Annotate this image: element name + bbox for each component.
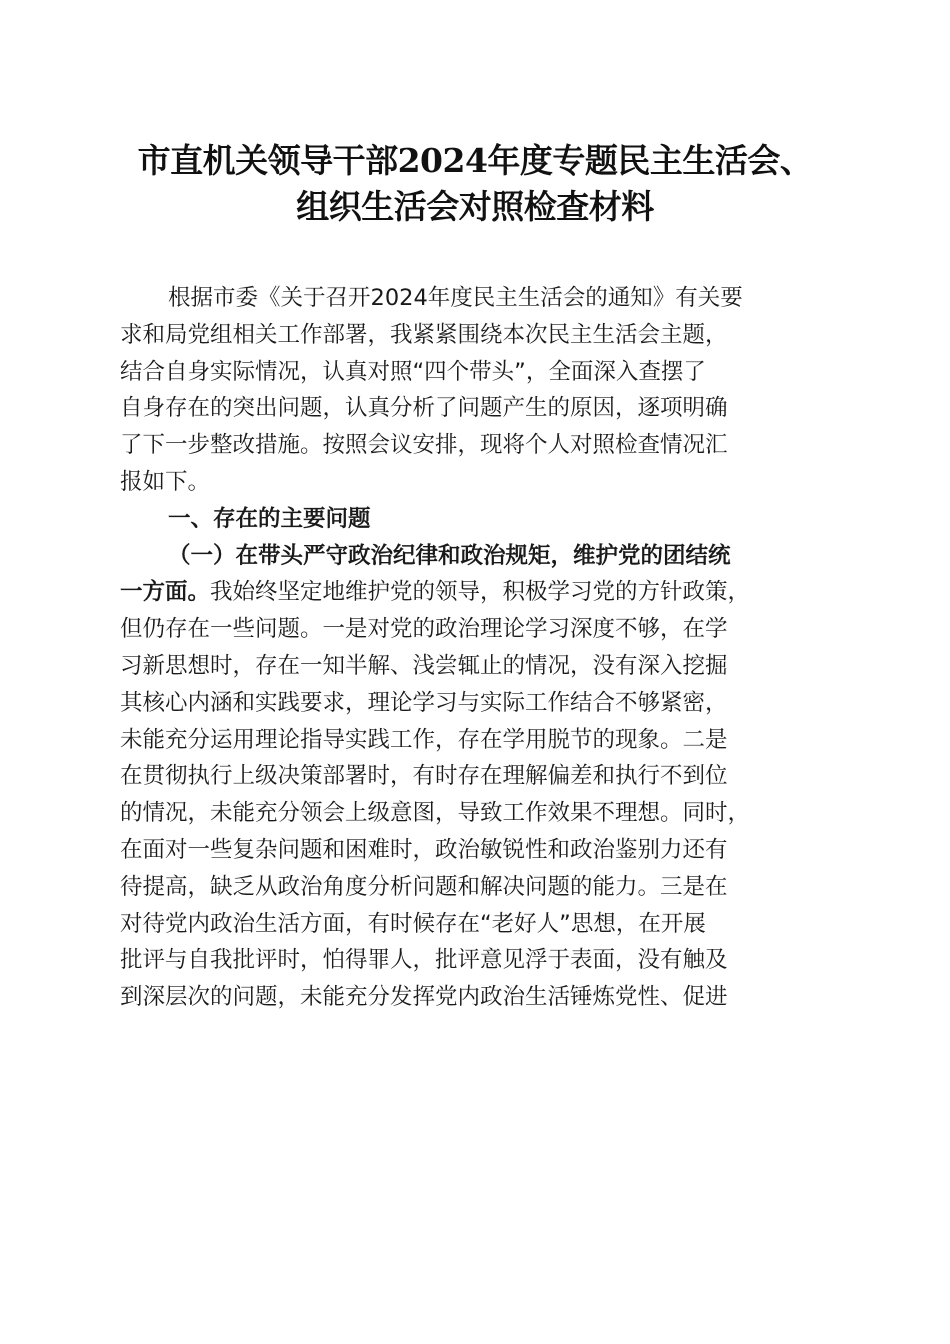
paragraph-line: 自身存在的突出问题，认真分析了问题产生的原因，逐项明确 bbox=[120, 395, 728, 422]
paragraph-text: 我始终坚定地维护党的领导，积极学习党的方针政策， bbox=[210, 579, 751, 606]
subsection-heading: （一）在带头严守政治纪律和政治规矩，维护党的团结统 bbox=[168, 542, 731, 569]
paragraph-line: 结合自身实际情况，认真对照“四个带头”，全面深入查摆了 bbox=[120, 358, 706, 385]
paragraph-line: 报如下。 bbox=[120, 468, 211, 495]
paragraph-line: 其核心内涵和实践要求，理论学习与实际工作结合不够紧密， bbox=[120, 689, 728, 716]
section-heading: 一、存在的主要问题 bbox=[168, 505, 371, 532]
paragraph-line: 对待党内政治生活方面，有时候存在“老好人”思想，在开展 bbox=[120, 910, 706, 937]
paragraph-line: 但仍存在一些问题。一是对党的政治理论学习深度不够，在学 bbox=[120, 616, 728, 643]
paragraph-line: 习新思想时，存在一知半解、浅尝辄止的情况，没有深入挖掘 bbox=[120, 652, 728, 679]
paragraph-line: 了下一步整改措施。按照会议安排，现将个人对照检查情况汇 bbox=[120, 432, 728, 459]
paragraph-line: 批评与自我批评时，怕得罪人，批评意见浮于表面，没有触及 bbox=[120, 947, 728, 974]
paragraph-line: 求和局党组相关工作部署，我紧紧围绕本次民主生活会主题， bbox=[120, 321, 728, 348]
document-body bbox=[120, 280, 832, 1016]
subsection-heading-end: 一方面。 bbox=[120, 579, 211, 606]
paragraph-line: 在贯彻执行上级决策部署时，有时存在理解偏差和执行不到位 bbox=[120, 763, 728, 790]
paragraph-line: 未能充分运用理论指导实践工作，存在学用脱节的现象。二是 bbox=[120, 726, 728, 753]
paragraph-line: 在面对一些复杂问题和困难时，政治敏锐性和政治鉴别力还有 bbox=[120, 836, 728, 863]
title-line: 组织生活会对照检查材料 bbox=[296, 187, 654, 226]
paragraph-line: 待提高，缺乏从政治角度分析问题和解决问题的能力。三是在 bbox=[120, 873, 728, 900]
title-line: 市直机关领导干部2024年度专题民主生活会、 bbox=[137, 141, 813, 180]
paragraph-line: 的情况，未能充分领会上级意图，导致工作效果不理想。同时， bbox=[120, 800, 751, 827]
paragraph-line bbox=[120, 574, 832, 611]
paragraph-line: 根据市委《关于召开2024年度民主生活会的通知》有关要 bbox=[168, 285, 743, 311]
document-title bbox=[100, 138, 850, 230]
paragraph-line: 到深层次的问题，未能充分发挥党内政治生活锤炼党性、促进 bbox=[120, 984, 728, 1011]
